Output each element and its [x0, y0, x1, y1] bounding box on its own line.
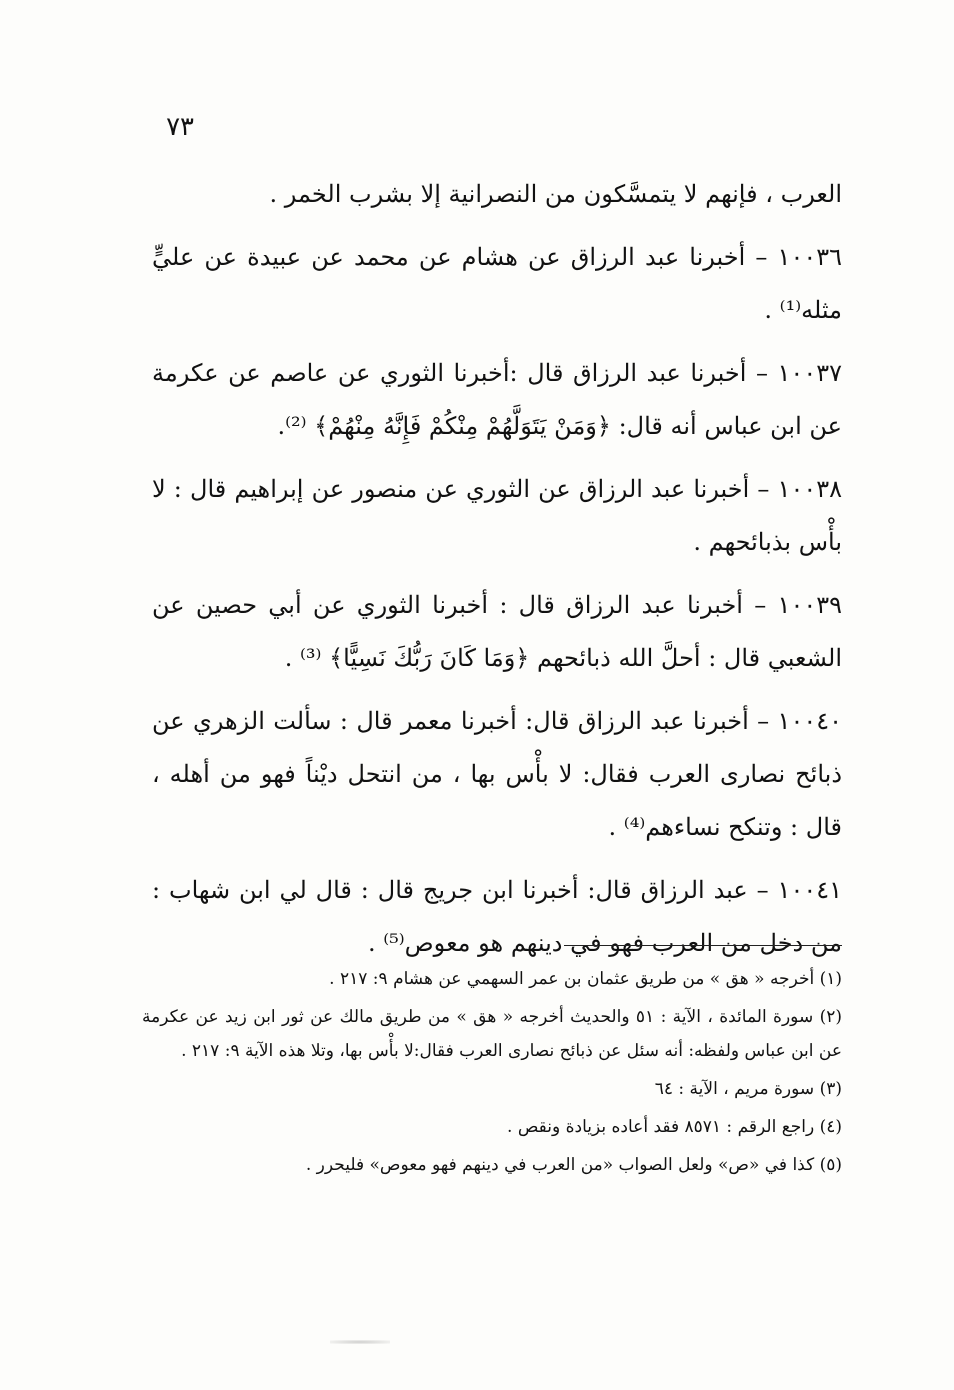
- hadith-text: – عبد الرزاق قال: أخبرنا ابن جريج قال : قال لي ابن شهاب : من دخل من العرب فهو في دينهم هو معوص⁽⁵⁾ .: [152, 876, 842, 957]
- footnote: (٥) كذا في «ص» ولعل الصواب «من العرب في دينهم فهو معوص» فليحرر .: [305, 1155, 842, 1175]
- hadith-number: ١٠٠٣٨: [777, 475, 842, 503]
- footnote-divider: [564, 945, 842, 946]
- hadith-number: ١٠٠٤١: [777, 876, 842, 904]
- hadith-number: ١٠٠٣٩: [777, 591, 842, 619]
- hadith-paragraph: [152, 463, 842, 569]
- footnote: (٣) سورة مريم ، الآية : ٦٤: [654, 1079, 842, 1099]
- hadith-paragraph: [152, 579, 842, 685]
- hadith-paragraph: [152, 695, 842, 854]
- page-number: ٧٣: [166, 112, 194, 142]
- hadith-number: ١٠٠٣٦: [777, 243, 842, 271]
- scan-smudge: [330, 1340, 390, 1344]
- hadith-text: – أخبرنا عبد الرزاق قال: أخبرنا معمر قال : سألت الزهري عن ذبائح نصارى العرب فقال: لا بأْس بها ، من انتحل ديْناً فهو من أهله ، قال : وتنكح نساءهم⁽⁴⁾ .: [152, 707, 842, 841]
- footnote: (٤) راجع الرقم : ٨٥٧١ فقد أعاده بزيادة ونقص .: [507, 1117, 842, 1137]
- main-text-body: [152, 168, 842, 980]
- hadith-paragraph: [152, 864, 842, 970]
- footnote: (٢) سورة المائدة ، الآية : ٥١ والحديث أخرجه « هق » من طريق مالك عن ثور ابن زيد عن عكرمة عن ابن عباس ولفظه: أنه سئل عن ذبائح نصارى العرب فقال:لا بأْس بها، وتلا هذه الآية ٩: ٢١٧ .: [142, 1007, 842, 1061]
- hadith-text: – أخبرنا عبد الرزاق عن الثوري عن منصور عن إبراهيم قال : لا بأْس بذبائحهم .: [152, 475, 842, 556]
- hadith-text: – أخبرنا عبد الرزاق عن هشام عن محمد عن عبيدة عن عليٍّ مثله⁽¹⁾ .: [152, 243, 842, 324]
- hadith-number: ١٠٠٣٧: [777, 359, 842, 387]
- footnote: (١) أخرجه « هق » من طريق عثمان بن عمر السهمي عن هشام ٩: ٢١٧ .: [329, 969, 842, 989]
- footnotes-section: [142, 962, 842, 1186]
- continuation-paragraph: العرب ، فإنهم لا يتمسَّكون من النصرانية إلا بشرب الخمر .: [269, 180, 842, 208]
- hadith-paragraph: [152, 231, 842, 337]
- hadith-paragraph: [152, 347, 842, 453]
- hadith-text: – أخبرنا عبد الرزاق قال :أخبرنا الثوري عن عاصم عن عكرمة عن ابن عباس أنه قال: ﴿وَمَنْ يَتَوَلَّهُمْ مِنْكُمْ فَإِنَّهُ مِنْهُمْ﴾ ⁽²⁾.: [152, 359, 842, 440]
- hadith-text: – أخبرنا عبد الرزاق قال : أخبرنا الثوري عن أبي حصين عن الشعبي قال : أحلَّ الله ذبائحهم ﴿وَمَا كَانَ رَبُّكَ نَسِيًّا﴾ ⁽³⁾ .: [152, 591, 842, 672]
- hadith-number: ١٠٠٤٠: [777, 707, 842, 735]
